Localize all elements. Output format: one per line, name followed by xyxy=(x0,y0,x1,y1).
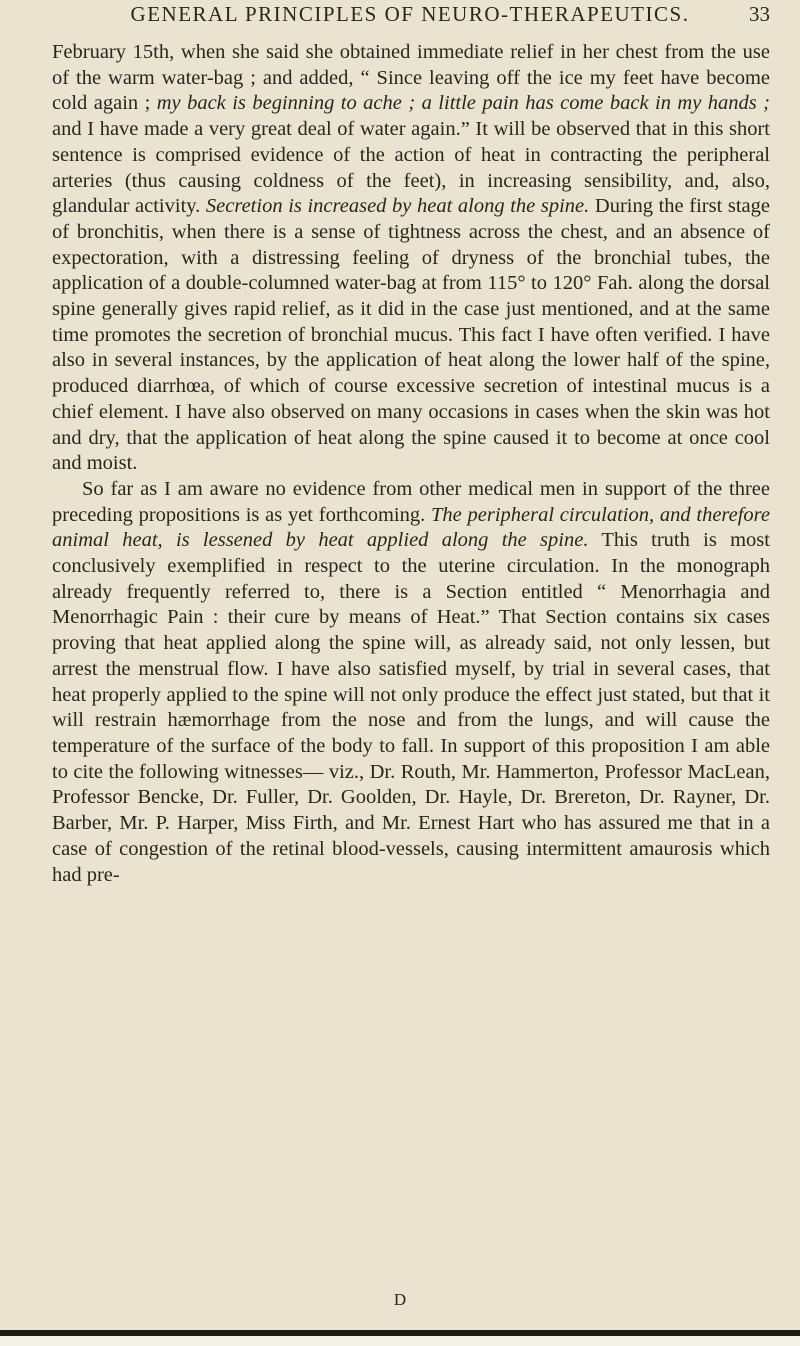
running-title: GENERAL PRINCIPLES OF NEURO-THERAPEUTICS. xyxy=(130,2,690,26)
signature-mark: D xyxy=(393,1290,407,1309)
running-head xyxy=(90,2,770,30)
paragraph-2 xyxy=(52,477,770,888)
paragraph-1 xyxy=(52,40,770,477)
bottom-edge-rule xyxy=(0,1330,800,1336)
text-run: During the first stage of bronchitis, when there is a sense of tightness across the chest, and an absence of expectoration, with a distressing feeling of dryness of the bronchial tubes, the application of a double-columned water-bag at from 115° to 120° Fah. along the dorsal spine generally gives rapid relief, as it did in the case just mentioned, and at the same time promotes the secretion of bronchial mucus. This fact I have often verified. I have also in several instances, by the application of heat along the lower half of the spine, produced diarrhœa, of which of course excessive secretion of intestinal mucus is a chief element. I have also observed on many occasions in cases when the skin was hot and dry, that the application of heat along the spine caused it to become at once cool and moist. xyxy=(52,195,771,475)
text-run: and I have made a very great deal of water again.” It will be observed that in this short sentence is comprised evidence of the action of heat in contracting the peripheral arteries (thus causing coldness of the feet), in increasing sensibility, and, also, glandular activity. xyxy=(52,118,770,218)
italic-text-run: my back is beginning to ache ; a little pain has come back in my hands ; xyxy=(156,92,770,115)
italic-text-run: The peripheral circulation, and therefore animal heat, is lessened by heat applied along the spine. xyxy=(52,503,770,552)
text-run: This truth is most conclusively exemplified in respect to the uterine circulation. In the monograph already frequently referred to, there is a Section entitled “ Menorrhagia and Menorrhagic Pain : their cure by means of Heat.” That Section contains six cases proving that heat applied along the spine will, as already said, not only lessen, but arrest the menstrual flow. I have also satisfied myself, by trial in several cases, that heat properly applied to the spine will not only produce the effect just stated, but that it will restrain hæmorrhage from the nose and from the lungs, and will cause the temperature of the surface of the body to fall. In support of this proposition I am able to cite the following witnesses— viz., Dr. Routh, Mr. Hammerton, Professor MacLean, Professor Bencke, Dr. Fuller, Dr. Goolden, Dr. Hayle, Dr. Brereton, Dr. Rayner, Dr. Barber, Mr. P. Harper, Miss Firth, and Mr. Ernest Hart who has assured me that in a case of congestion of the retinal blood-vessels, causing intermittent amaurosis which had pre- xyxy=(52,529,770,886)
body-text xyxy=(52,40,770,888)
page-number: 33 xyxy=(749,2,770,26)
text-run: So far as I am aware no evidence from other medical men in support of the three preceding propositions is as yet forthcoming. xyxy=(52,477,770,526)
italic-text-run: Secretion is increased by heat along the spine. xyxy=(205,195,590,218)
text-run: February 15th, when she said she obtained immediate relief in her chest from the use of the warm water-bag ; and added, “ Since leaving off the ice my feet have become cold again ; xyxy=(52,41,770,115)
